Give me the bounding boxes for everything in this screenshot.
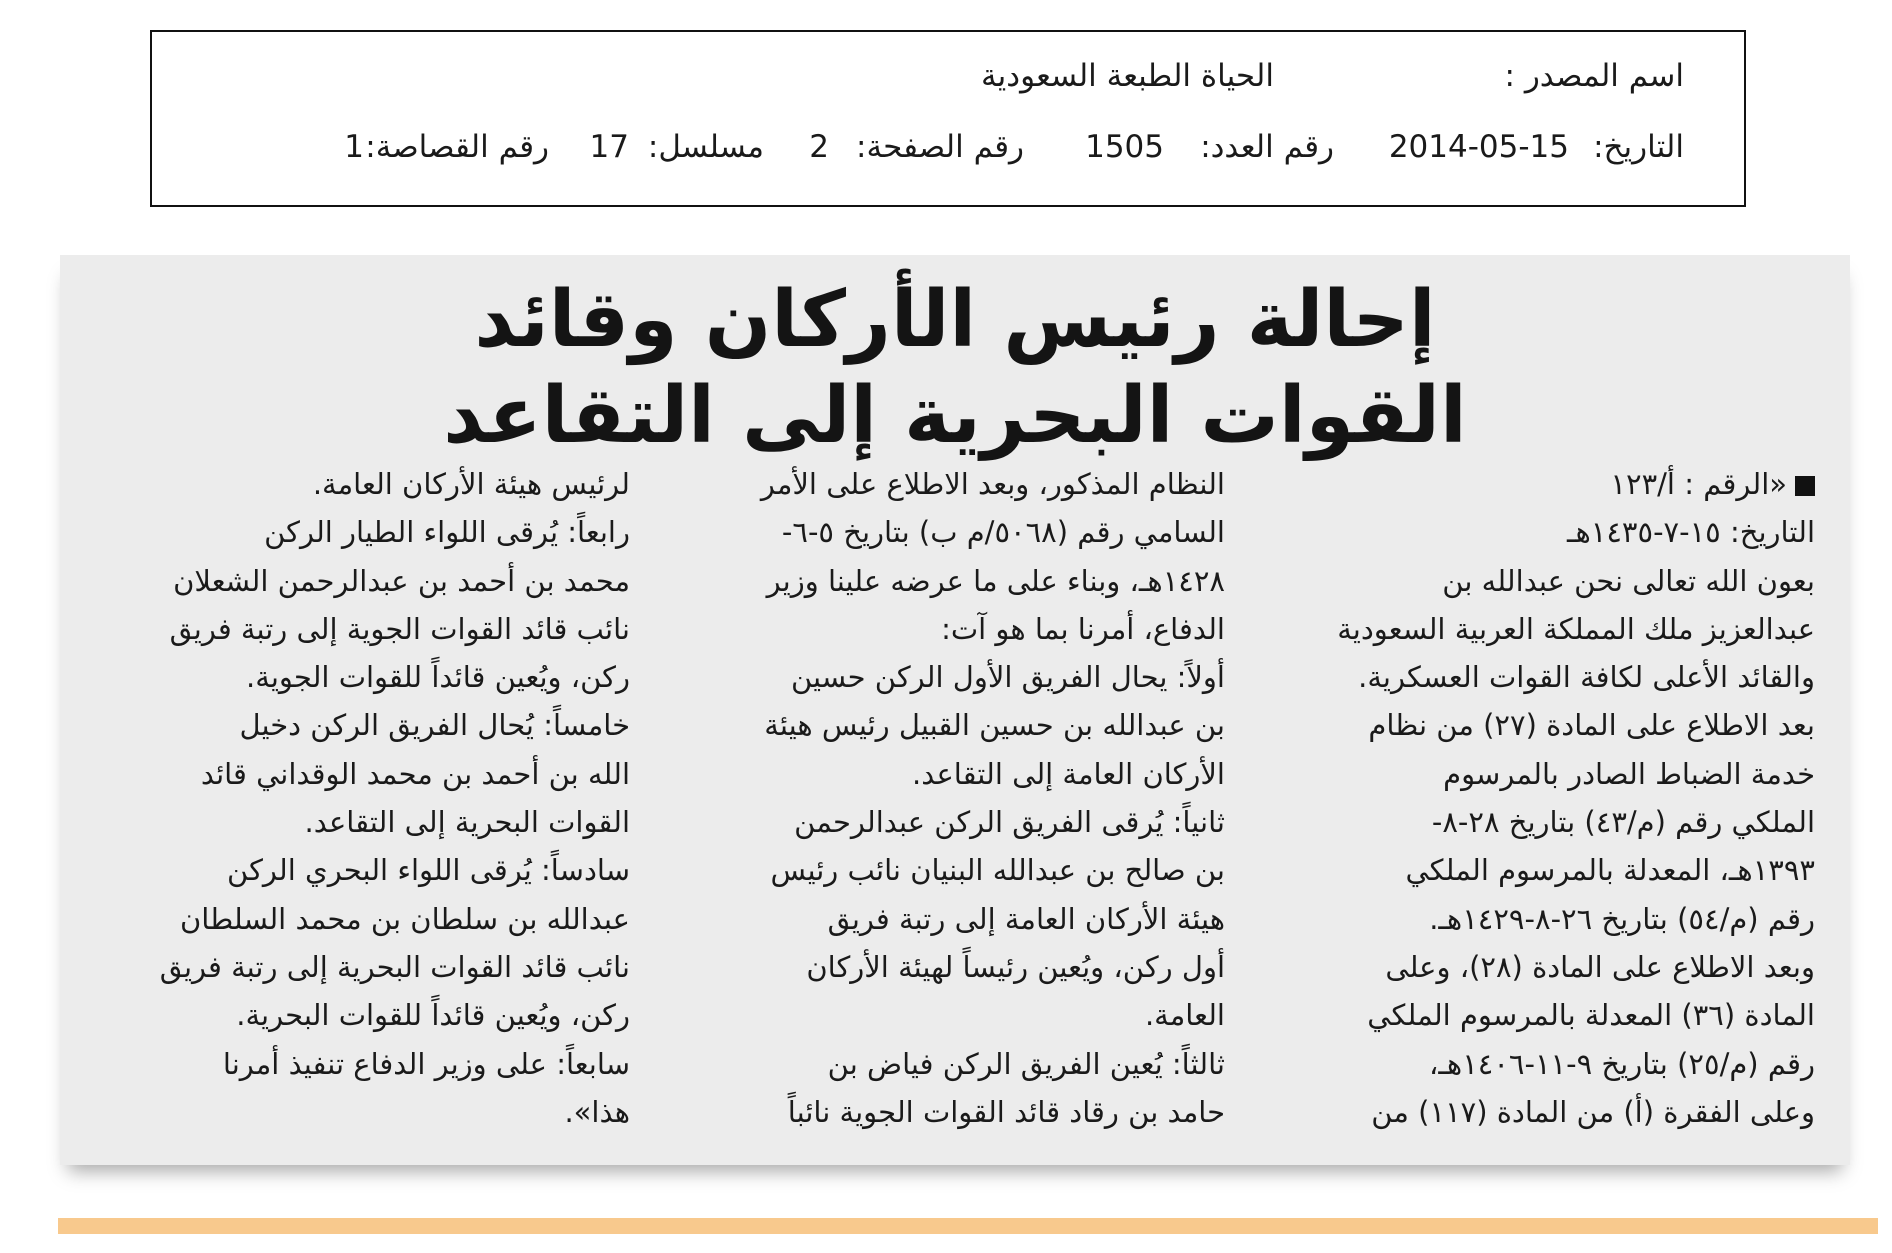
column-line: رقم (م/٥٤) بتاريخ ٢٦-٨-١٤٢٩هـ. xyxy=(1429,901,1815,936)
page-value: 2 xyxy=(809,129,829,165)
column-line: الله بن أحمد بن محمد الوقداني قائد xyxy=(200,756,630,791)
serial-label: مسلسل: xyxy=(647,129,764,165)
column-line: حامد بن رقاد قائد القوات الجوية نائباً xyxy=(787,1094,1225,1129)
column-line: رقم (م/٢٥) بتاريخ ٩-١١-١٤٠٦هـ، xyxy=(1429,1046,1815,1081)
column-line: بعون الله تعالى نحن عبدالله بن xyxy=(1442,563,1815,598)
column-line: أولاً: يحال الفريق الأول الركن حسين xyxy=(790,660,1225,695)
article-column-1 xyxy=(1277,460,1815,1136)
column-line: لرئيس هيئة الأركان العامة. xyxy=(312,467,630,501)
column-line: ١٣٩٣هـ، المعدلة بالمرسوم الملكي xyxy=(1405,853,1815,888)
column-line: نائب قائد القوات البحرية إلى رتبة فريق xyxy=(159,949,630,984)
column-line: «الرقم : أ/١٢٣ xyxy=(1277,460,1815,508)
column-line: المادة (٣٦) المعدلة بالمرسوم الملكي xyxy=(1367,998,1815,1033)
column-line: بعد الاطلاع على المادة (٢٧) من نظام xyxy=(1368,708,1815,743)
column-line: هيئة الأركان العامة إلى رتبة فريق xyxy=(827,901,1225,936)
column-line: ١٤٢٨هـ، وبناء على ما عرضه علينا وزير xyxy=(766,563,1225,598)
column-line: سادساً: يُرقى اللواء البحري الركن xyxy=(227,853,630,888)
headline-line-2: القوات البحرية إلى التقاعد xyxy=(443,371,1467,461)
square-bullet-icon xyxy=(1795,476,1815,496)
source-name-value: الحياة الطبعة السعودية xyxy=(981,58,1274,94)
column-line: النظام المذكور، وبعد الاطلاع على الأمر xyxy=(760,467,1225,501)
article-column-2 xyxy=(687,460,1225,1136)
date-value: 2014-05-15 xyxy=(1388,129,1569,165)
issue-label: رقم العدد: xyxy=(1200,129,1334,165)
column-line: محمد بن أحمد بن عبدالرحمن الشعلان xyxy=(173,563,630,598)
source-info-box xyxy=(150,30,1746,207)
column-line: العامة. xyxy=(1144,998,1225,1033)
column-line: نائب قائد القوات الجوية إلى رتبة فريق xyxy=(169,611,630,646)
column-line: وبعد الاطلاع على المادة (٢٨)، وعلى xyxy=(1385,949,1815,984)
column-line: هذا». xyxy=(564,1094,630,1129)
column-line: رابعاً: يُرقى اللواء الطيار الركن xyxy=(264,515,630,550)
clip-label: رقم القصاصة: xyxy=(365,129,549,165)
column-line: الملكي رقم (م/٤٣) بتاريخ ٢٨-٨- xyxy=(1431,805,1815,840)
column-line: التاريخ: ١٥-٧-١٤٣٥هـ xyxy=(1566,515,1815,550)
article-column-3 xyxy=(92,460,630,1136)
column-line: الدفاع، أمرنا بما هو آت: xyxy=(941,611,1225,646)
date-label: التاريخ: xyxy=(1593,129,1684,165)
column-line: ثالثاً: يُعين الفريق الركن فياض بن xyxy=(827,1046,1225,1081)
column-line: عبدالله بن سلطان بن محمد السلطان xyxy=(179,901,630,936)
headline-line-1: إحالة رئيس الأركان وقائد xyxy=(474,275,1436,365)
column-line: خدمة الضباط الصادر بالمرسوم xyxy=(1443,756,1815,791)
column-line: أول ركن، ويُعين رئيساً لهيئة الأركان xyxy=(806,949,1225,984)
source-name-label: اسم المصدر : xyxy=(1504,58,1684,94)
column-line: ثانياً: يُرقى الفريق الركن عبدالرحمن xyxy=(794,805,1225,840)
column-line: ركن، ويُعين قائداً للقوات الجوية. xyxy=(246,660,630,695)
page-footer-bar xyxy=(58,1218,1878,1234)
newspaper-clipping xyxy=(60,255,1850,1165)
column-line: سابعاً: على وزير الدفاع تنفيذ أمرنا xyxy=(222,1046,630,1081)
column-line: وعلى الفقرة (أ) من المادة (١١٧) من xyxy=(1371,1094,1815,1129)
column-line: الأركان العامة إلى التقاعد. xyxy=(912,756,1225,791)
serial-value: 17 xyxy=(589,129,629,165)
page-label: رقم الصفحة: xyxy=(856,129,1024,165)
column-line: عبدالعزيز ملك المملكة العربية السعودية xyxy=(1337,611,1815,646)
column-line: خامساً: يُحال الفريق الركن دخيل xyxy=(239,708,630,743)
issue-value: 1505 xyxy=(1085,129,1164,165)
column-line: والقائد الأعلى لكافة القوات العسكرية. xyxy=(1358,660,1815,695)
column-line: القوات البحرية إلى التقاعد. xyxy=(304,805,630,840)
column-line: بن صالح بن عبدالله البنيان نائب رئيس xyxy=(770,853,1225,888)
column-line: السامي رقم (٥٠٦٨/م ب) بتاريخ ٥-٦- xyxy=(781,515,1225,550)
column-line: بن عبدالله بن حسين القبيل رئيس هيئة xyxy=(764,708,1225,743)
column-line: ركن، ويُعين قائداً للقوات البحرية. xyxy=(236,998,630,1033)
clip-value: 1 xyxy=(344,129,364,165)
